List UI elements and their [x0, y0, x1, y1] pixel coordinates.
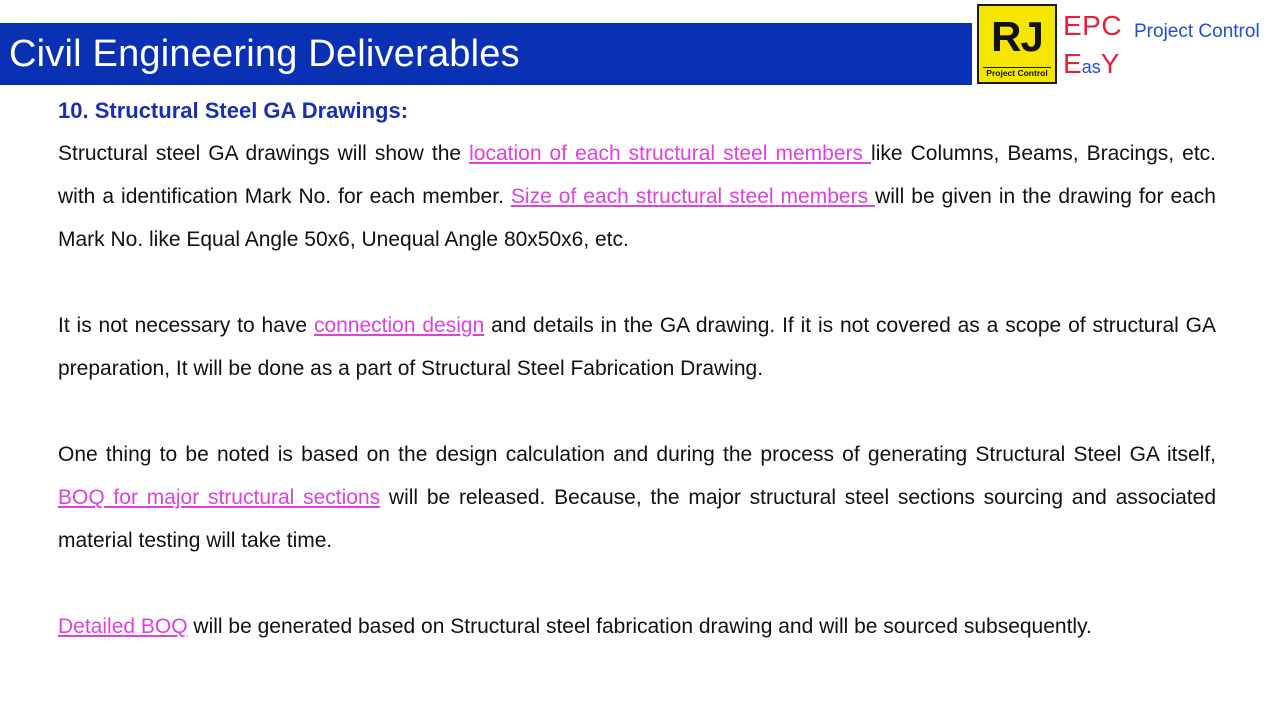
paragraph-text: Structural steel GA drawings will show the	[58, 142, 470, 165]
slide-title: Civil Engineering Deliverables	[9, 32, 520, 75]
slide-content	[58, 98, 1216, 691]
title-bar	[0, 23, 972, 85]
section-heading: 10. Structural Steel GA Drawings:	[58, 98, 409, 123]
paragraph-boq-major	[58, 433, 1216, 562]
brand-easy	[1063, 48, 1119, 80]
brand-project-control: Project Control	[1134, 21, 1260, 42]
paragraph-connection-design	[58, 304, 1216, 390]
link-detailed-boq[interactable]: Detailed BOQ	[58, 615, 188, 638]
paragraph-text: One thing to be noted is based on the design calculation and during the process of generating Structural Steel GA itself,	[58, 443, 1216, 466]
paragraph-text: like Columns, Beams, Bracings, etc. with a identification Mark No. for each member.	[58, 142, 1216, 208]
paragraph-text: will be given in the drawing for each Mark No. like Equal Angle 50x6, Unequal Angle 80x50x6, etc.	[58, 185, 1216, 251]
paragraph-text: will be generated based on Structural steel fabrication drawing and will be sourced subsequently.	[187, 615, 1092, 638]
brand-easy-y: Y	[1100, 48, 1120, 79]
paragraph-text: It is not necessary to have	[58, 314, 314, 337]
paragraph-text: and details in the GA drawing. If it is not covered as a scope of structural GA preparation, It will be done as a part of Structural Steel Fabrication Drawing.	[58, 314, 1217, 380]
paragraph-detailed-boq	[58, 605, 1216, 648]
logo-subtitle: Project Control	[983, 67, 1051, 79]
link-boq-major-sections[interactable]: BOQ for major structural sections	[58, 486, 381, 509]
link-size-members[interactable]: Size of each structural steel members	[510, 185, 876, 208]
logo-letters: RJ	[991, 13, 1043, 60]
rj-logo	[977, 4, 1057, 84]
brand-easy-e: E	[1063, 48, 1082, 79]
paragraph-ga-drawings	[58, 132, 1216, 261]
link-location-members[interactable]: location of each structural steel members	[469, 142, 872, 165]
link-connection-design[interactable]: connection design	[313, 314, 485, 337]
brand-epc: EPC	[1063, 10, 1123, 41]
paragraph-text: will be released. Because, the major structural steel sections sourcing and associated material testing will take time.	[58, 486, 1216, 552]
brand-easy-as: as	[1081, 57, 1101, 77]
